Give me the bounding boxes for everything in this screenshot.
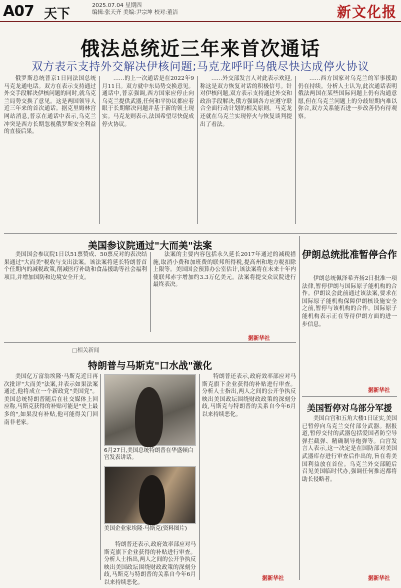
- story-usa-byline: 据新华社: [248, 336, 271, 342]
- person-silhouette: [139, 475, 165, 525]
- issue-editors: 编辑:张天齐 美编:尹宗坤 校对:董洁: [92, 10, 179, 16]
- column-divider: [295, 76, 296, 224]
- column-divider: [197, 76, 198, 224]
- story-aid-body: 美国白宫和五角大楼1日证实,美国已暂停向乌克兰交付部分武器。据报道,暂停交付的武器包括爱国者防空导弹拦截弹、精确制导炮弹等。白宫发言人表示,这一决定是在国防部对美国武器库存进行审查后作出的,旨在将美国利益放在首位。乌克兰外交部随后召见美国临时代办,强调任何推迟都将助长侵略者。: [302, 416, 397, 483]
- newspaper-logo: 新文化报: [337, 5, 397, 21]
- story-usa-right: 法案的主要内容包括永久延长2017年通过的减税措施,取消小费和加班费的联邦所得税,提高州和地方税扣除上限等。美国国会预算办公室估计,该法案将在未来十年内使联邦赤字增加约3.3万亿美元。法案将提交众议院进行最终表决。: [153, 252, 296, 289]
- column-divider: [150, 252, 151, 332]
- story-aid-byline: 据新华社: [368, 576, 391, 582]
- section-title: 天下: [44, 7, 71, 22]
- column-divider: [100, 374, 101, 580]
- column-divider: [99, 76, 100, 224]
- musk-photo: [104, 466, 196, 524]
- story-aid-title: 美国暂停对乌部分军援: [306, 404, 392, 414]
- person-silhouette: [135, 387, 163, 447]
- column-divider: [299, 236, 300, 580]
- main-subhead: 双方表示支持外交解决伊核问题;马克龙呼吁乌俄尽快达成停火协议: [31, 60, 370, 73]
- main-column-1: 俄罗斯总统普京1日同法国总统马克龙通电话。双方在表示支持通过外交手段解决伊核问题的同时,就乌克兰局势交换了意见。这是两国领导人近三年来的首次通话。据克里姆林宫网站消息,普京在通话中表示,乌克兰冲突是西方长期忽视俄罗斯安全利益的直接后果。: [4, 76, 96, 136]
- story-musk-right: 特朗普还表示,政府效率部应对马斯克旗下企业获得的补贴进行审查。分析人士指出,两人之间的公开争执反映出美国政坛围绕财政政策的深刻分歧,马斯克与特朗普的关系自今年6月以来持续恶化。: [202, 374, 296, 418]
- issue-meta: [92, 3, 242, 17]
- main-column-2: ……的上一次通话是在2022年9月11日。双方就中东局势交换意见。通话中,普京强调,西方国家应停止向乌克兰提供武器,任何和平协议都应着眼于长期解决问题并基于新的领土现实。马克龙则表示,法国希望尽快促成停火协议。: [102, 76, 194, 128]
- story-iran-title: 伊朗总统批准暂停合作: [302, 250, 398, 261]
- story-musk-left: 美国亿万富翁埃隆·马斯克近日再次批评"大而美"法案,并表示如果法案通过,他将成立一个新政党"美国党"。美国总统特朗普随后在社交媒体上回应称,马斯克获得的补贴可能是"史上最多的",如果没有补贴,他可能得关门回南非老家。: [4, 374, 98, 426]
- page-number: A07: [3, 2, 34, 20]
- story-musk-continued: 特朗普还表示,政府效率部应对马斯克旗下企业获得的补贴进行审查。分析人士指出,两人之间的公开争执反映出美国政坛围绕财政政策的深刻分歧,马斯克与特朗普的关系自今年6月以来持续恶化。: [104, 542, 196, 586]
- related-news-kicker: □相关新闻: [72, 348, 100, 354]
- main-column-4: ……西方国家对乌克兰的军事援助仍在持续。分析人士认为,此次通话表明俄法两国在某些国际问题上仍有沟通意愿,但在乌克兰问题上的分歧短期内难以弥合,双方关系能否进一步改善仍有待观察。: [298, 76, 397, 120]
- issue-date: 2025.07.04 星期四: [92, 3, 142, 9]
- section-divider: [4, 233, 397, 234]
- story-musk-byline: 据新华社: [262, 576, 285, 582]
- section-divider: [4, 342, 296, 343]
- trump-photo-caption: 6月27日,美国总统特朗普在华盛顿白宫发表讲话。: [104, 448, 194, 461]
- story-usa-title: 美国参议院通过"大而美"法案: [88, 241, 212, 252]
- musk-photo-caption: 美国企业家埃隆·马斯克(资料图片): [104, 526, 188, 532]
- main-column-3: ……外交部发言人对此表示欢迎,称这是双方恢复对话的积极信号。针对伊核问题,双方表示支持通过外交和政治手段解决,俄方强调各方应遵守联合全面行动计划的相关原则。马克龙还就在乌克兰实现停火与恢复谈判提出了看法。: [200, 76, 292, 128]
- trump-photo: [104, 374, 196, 446]
- masthead: [0, 0, 401, 22]
- story-iran-byline: 据新华社: [368, 388, 391, 394]
- column-divider: [199, 374, 200, 580]
- story-musk-title: 特朗普与马斯克"口水战"激化: [88, 361, 212, 372]
- section-divider: [302, 396, 397, 397]
- story-usa-left: 美国国会参议院1日以51票赞成、50票反对的表决结果通过"大而美"税收与支出法案。该法案将延长特朗普首个任期内的减税政策,削减医疗补助和食品援助等社会福利项目,并增加国防和边境安全开支。: [4, 252, 147, 281]
- story-iran-body: 伊朗总统佩泽希齐扬2日批准一项法律,暂停伊朗与国际原子能机构的合作。伊朗议会此前通过该法案,要求在国际原子能机构保障伊朗核设施安全之前,暂停与该机构的合作。国际原子能机构表示正在等待伊朗方面的进一步信息。: [302, 276, 397, 328]
- main-headline: 俄法总统近三年来首次通话: [80, 38, 321, 60]
